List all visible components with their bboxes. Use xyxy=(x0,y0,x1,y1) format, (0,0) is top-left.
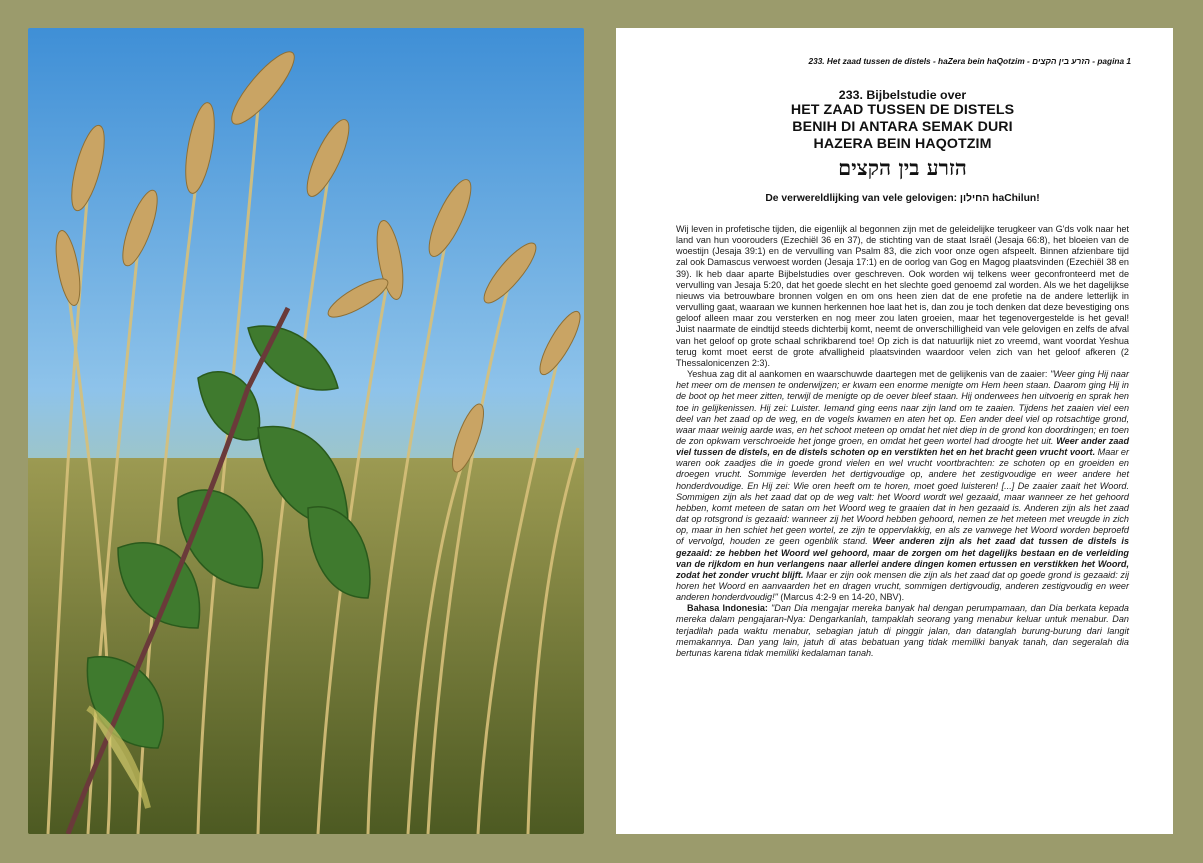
running-header: 233. Het zaad tussen de distels - haZera bein haQotzim - הזרע בין הקצים - pagina 1 xyxy=(808,56,1131,66)
body-text xyxy=(676,224,1129,659)
subtitle: De verwereldlijking van vele gelovigen: החילון haChilun! xyxy=(765,193,1040,204)
study-number-title: 233. Bijbelstudie over xyxy=(838,88,967,102)
paragraph-2-quote-1: "Weer ging Hij naar het meer om de mensen te onderwijzen; er kwam een enorme menigte om Hem heen staan. Daarom ging Hij in de boot op het meer zitten, terwijl de menigte op de oever bleef staan. Hij onderwees hen uitvoerig en sprak hen toe in gelijkenissen. Hij zei: Luister. Iemand ging eens naar zijn land om te zaaien. Tijdens het zaaien viel een deel van het zaad op de weg, en de vogels kwamen en aten het op. Een ander deel viel op rotsachtige grond, waar maar weinig aarde was, en het schoot meteen op omdat het niet diep in de grond kon doordringen; en toen de zon opkwam verschroeide het jonge groen, en omdat het geen wortel had droogte het uit. xyxy=(676,369,1129,446)
paragraph-2-intro: Yeshua zag dit al aankomen en waarschuwde daartegen met de gelijkenis van de zaaier: xyxy=(687,369,1051,380)
title-hebrew: הזרע בין הקצים xyxy=(838,155,967,180)
title-dutch: HET ZAAD TUSSEN DE DISTELS xyxy=(790,102,1015,118)
paragraph-2-bold-1: Weer ander zaad viel tussen de distels, en de distels schoten op en verstikten het en het bracht geen vrucht voort. xyxy=(676,435,1129,458)
paragraph-2 xyxy=(676,369,1129,603)
paragraph-3-text: "Dan Dia mengajar mereka banyak hal dengan perumpamaan, dan Dia berkata kepada mereka dalam pengajaran-Nya: Dengarkanlah, tampaklah seorang yang menabur keluar untuk menabur. Dan terjadilah pada waktu menabur, sebagian jatuh di pinggir jalan, dan datanglah burung-burung dari langit memakannya. Dan yang lain, jatuh di atas bebatuan yang tidak memiliki banyak tanah, dan segeralah dia bertunas karena tidak memiliki kedalaman tanah. xyxy=(676,603,1129,658)
document-page xyxy=(616,28,1173,834)
wheat-nettle-image xyxy=(28,28,584,834)
paragraph-1: Wij leven in profetische tijden, die eigenlijk al begonnen zijn met de geleidelijke terugkeer van G'ds volk naar het land van hun voorouders (Ezechiël 36 en 37), de stichting van de staat Israël (Jesaja 66:8), het bloeien van de woestijn (Jesaja 39:1) en de vervulling van Psalm 83, die zich voor onze ogen afspeelt. Binnen afzienbare tijd zal ook Damascus verwoest worden (Jesaja 17:1) en de oorlog van Gog en Magog plaatsvinden (Ezechiël 38 en 39). Ik heb daar aparte Bijbelstudies over geschreven. Ook worden wij telkens weer geconfronteerd met de vervulling van Jesaja 5:20, dat het goede slecht en het slechte goed genoemd zal worden. Als we het dagelijkse nieuws via betrouwbare bronnen volgen en om ons heen zien dat de ene profetie na de andere letterlijk in vervulling gaat, waaraan we kunnen herkennen hoe laat het is, dan zou je toch denken dat deze bevestiging ons geloof alleen maar zou versterken en nog meer zou laten groeien, maar het tegenovergestelde is het geval! Juist naarmate de eindtijd steeds dichterbij komt, neemt de onverschilligheid van vele gelovigen en zelfs de afval van het geloof op grote schaal schrikbarend toe! Op zich is dat natuurlijk niet zo vreemd, want voordat Yeshua terug komt moet eerst de grote afvalligheid plaatsvinden waardoor velen zich van het geloof afkeren (2 Thessalonicenzen 2:3). xyxy=(676,224,1129,368)
title-block xyxy=(676,88,1129,181)
title-indonesian: BENIH DI ANTARA SEMAK DURI xyxy=(792,119,1013,135)
paragraph-3-label: Bahasa Indonesia: xyxy=(687,603,768,614)
paragraph-3 xyxy=(676,603,1129,659)
title-transliteration: HAZERA BEIN HAQOTZIM xyxy=(813,136,992,152)
paragraph-2-quote-2: Maar er waren ook zaadjes die in goede grond vielen en wel vrucht voortbrachten: ze schoten op en groeiden en droegen vrucht. Sommige leverden het dertigvoudige op, andere het zestigvoudige en weer andere het honderdvoudige. En Hij zei: Wie oren heeft om te horen, moet goed luisteren! [...] De zaaier zaait het Woord. Sommigen zijn als het zaad dat op de weg valt: het Woord wordt wel gezaaid, maar wanneer ze het gehoord hebben, komt meteen de satan om het Woord weg te graaien dat in hen gezaaid is. Anderen zijn als het zaad dat op rotsgrond is gezaaid: wanneer zij het Woord hebben gehoord, nemen ze het meteen met vreugde in zich op, maar in hen schiet het geen wortel, ze zijn te oppervlakkig, en als ze vanwege het Woord worden beproefd of vervolgd, houden ze geen ogenblik stand. xyxy=(676,447,1129,547)
paragraph-2-reference: (Marcus 4:2-9 en 14-20, NBV). xyxy=(777,592,905,603)
wheat-field-photo xyxy=(28,28,584,834)
paragraph-2-bold-2: Weer anderen zijn als het zaad dat tussen de distels is gezaaid: ze hebben het Woord wel gehoord, maar de zorgen om het dagelijks bestaan en de verleiding van de rijkdom en hun verlangens naar allerlei andere dingen komen ertussen en verstikken het Woord, zodat het zonder vrucht blijft. xyxy=(676,536,1129,580)
paragraph-2-quote-3: Maar er zijn ook mensen die zijn als het zaad dat op goede grond is gezaaid: zij horen het Woord en aanvaarden het en dragen vrucht, sommigen dertigvoudig, anderen zestigvoudig en weer anderen honderdvoudig!" xyxy=(676,569,1129,603)
